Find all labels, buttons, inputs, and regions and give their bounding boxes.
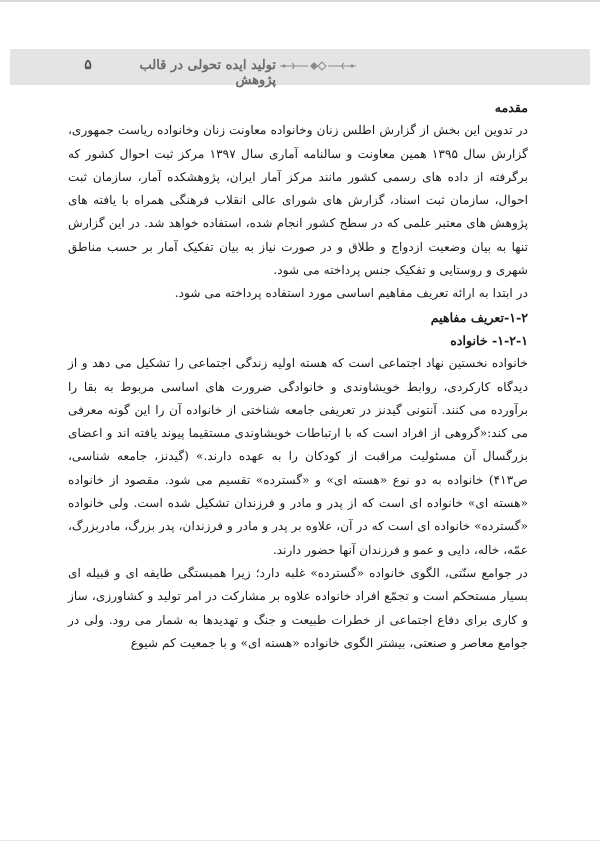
family-paragraph: خانواده نخستین نهاد اجتماعی است که هسته اولیه زندگی اجتماعی را تشکیل می دهد و از دیدگاه کارکردی، روابط خویشاوندی و خانوادگی ضرورت های اساسی مربوط به بقا را برآورده می کنند. آنتونی گیدنز در تعریفی جامعه شناختی از خانواده آن را این گونه معرفی می کند:«گروهی از افراد است که با ارتباطات خویشاوندی مستقیما پیوند یافته اند و اعضای بزرگسال آن مسئولیت مراقبت از کودکان را به عهده دارند.» (گیدنز، جامعه شناسی، ص۴۱۳) خانواده به دو نوع «هسته ای» و «گسترده» تقسیم می شود. مقصود از خانواده «هسته ای» خانواده ای است که از پدر و مادر و فرزندان تشکیل شده است. ولی خانواده «گسترده» خانواده ای است که در آن، علاوه بر پدر و مادر و فرزندان، پدر بزرگ، مادربزرگ، عمّه، خاله، دایی و عمو و فرزندان آنها حضور دارند. (68, 356, 528, 557)
page-bottom-line (0, 840, 600, 841)
page-top-frame (0, 0, 600, 20)
frame-line (0, 0, 600, 2)
family-paragraph-2: در جوامع سنّتی، الگوی خانواده «گسترده» غلبه دارد؛ زیرا همبستگی طایفه ای و قبیله ای بسیار مستحکم است و تجمّع افراد خانواده علاوه بر مشارکت در امر تولید و کشاورزی، ساز و کاری برای دفاع اجتماعی از خطرات طبیعت و جنگ و تهدیدها به شمار می رود. ولی در جوامع معاصر و صنعتی، بیشتر الگوی خانواده «هسته ای» و با جمعیت کم شیوع (68, 565, 528, 650)
running-header-title: تولید ایده تحولی در قالب پژوهش (139, 58, 276, 88)
document-body (68, 96, 528, 655)
section-heading-concepts: ۱-۲-تعریف مفاهیم (430, 309, 528, 325)
intro-paragraph: در تدوین این بخش از گزارش اطلس زنان وخانواده معاونت زنان وخانواده ریاست جمهوری، گزارش سال ۱۳۹۵ همین معاونت و سالنامه آماری سال ۱۳۹۷ مرکز ثبت احوال کشور که برگرفته از داده های رسمی کشور مانند مرکز آمار ایران، پژوهشکده آمار، سازمان ثبت احوال، سازمان ثبت اسناد، گزارش های شورای عالی انقلاب فرهنگی همراه با یافته های پژوهش های معتبر علمی که در سطح کشور انجام شده، استفاده خواهد شد. در این گزارش تنها به بیان وضعیت ازدواج و طلاق و در صورت نیاز به بیان تفکیک آمار بر حسب مناطق شهری و روستایی و تفکیک جنس پرداخته می شود. (68, 123, 528, 278)
page-number: ۵ (84, 57, 92, 73)
intro-heading: مقدمه (494, 100, 528, 115)
subsection-heading-family: ۱-۲-۱- خانواده (450, 332, 528, 348)
decorative-ornament-icon (278, 59, 358, 73)
intro-paragraph-2: در ابتدا به ارائه تعریف مفاهیم اساسی مورد استفاده پرداخته می شود. (174, 286, 528, 301)
